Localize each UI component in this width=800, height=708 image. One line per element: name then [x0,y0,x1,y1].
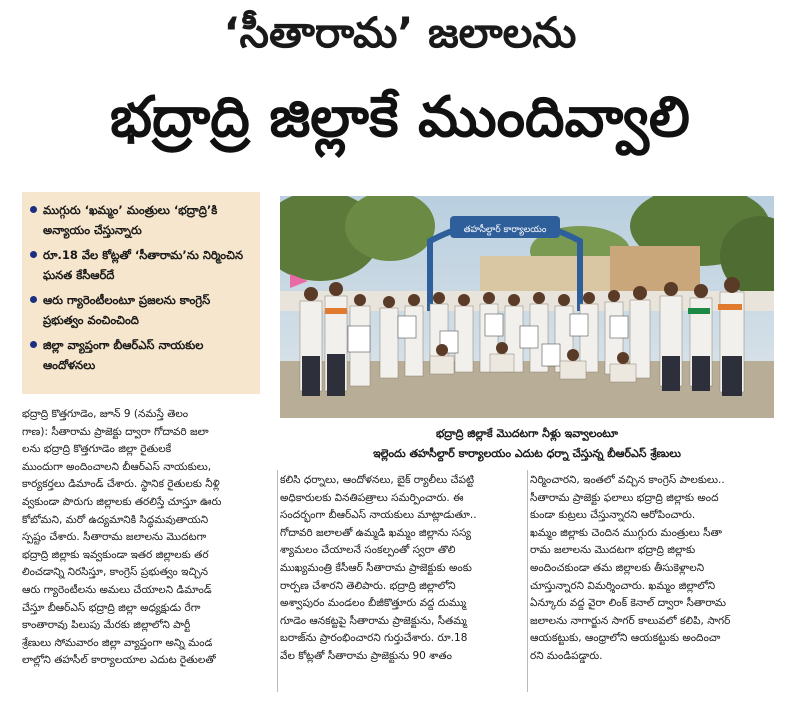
highlight-text: ముగ్గురు ‘ఖమ్మం’ మంత్రులు ‘భద్రాద్రి’కి అన్యాయం చేస్తున్నారు [43,203,218,237]
article-line: చేస్తూ బీఆర్‌ఎస్‌ భద్రాద్రి జిల్లా అధ్యక్షుడు రేగా [22,601,201,614]
photo-caption [280,424,774,464]
highlight-item [30,335,252,375]
protest-photo-illustration [280,196,774,418]
article-line: భద్రాద్రి కొత్తగూడెం, జూన్‌ 9 (నమస్తే తెలం [22,408,189,420]
article-line: నిర్మించారని, ఇంతలో వచ్చిన కాంగ్రెస్‌ పాలకులు.. [530,474,725,486]
article-line: సీతారామ ప్రాజెక్టు ఫలాలు భద్రాద్రి జిల్లాకు అంద [530,491,719,504]
article-line: కోబోమని, మరో ఉద్యమానికి సిద్ధమవుతాయని [22,513,209,526]
article-line: ఆయకట్టుకు, ఆంధ్రాలోని ఆయకట్టుకు అందించా [530,632,721,645]
article-line: వ్వకుండా పొరుగు జిల్లాలకు తరలిస్తే చూస్తూ ఊరు [22,495,222,508]
caption-line-2: ఇల్లెందు తహసీల్దార్‌ కార్యాలయం ఎదుట ధర్నా చేస్తున్న బీఆర్‌ఎస్‌ శ్రేణులు [373,447,681,460]
article-line: గూడెం ఆనకట్టపై సీతారామ ప్రాజెక్టును, సీతమ్మ [280,614,467,627]
article-line: అశ్వాపురం మండలం బీజీకొత్తూరు వద్ద దుమ్ము [280,597,467,610]
article-line: కుండా కుట్రలు చేస్తున్నారని ఆరోపించారు. [530,509,696,522]
article-line: స్పష్టం చేశారు. సీతారామ జలాలను మొదటగా [22,531,207,544]
article-line: ఖమ్మం జిల్లాకు చెందిన ముగ్గురు మంత్రులు సీతా [530,526,722,539]
article-line: జలాలను నాగార్జున సాగర్‌ కాలువలో కలిపి, సాగర్‌ [530,614,731,627]
highlight-item [30,200,252,240]
column-divider [527,470,528,692]
article-line: ముఖ్యమంత్రి కేసీఆర్‌ సీతారామ ప్రాజెక్టుకు అంకు [280,561,472,574]
highlight-item [30,290,252,330]
article-line: కాంతారావు పిలుపు మేరకు జిల్లాలోని పార్టీ [22,619,191,632]
bullet-icon [30,296,37,303]
article-line: రార్పణ చేశారని తెలిపారు. భద్రాద్రి జిల్లాలోని [280,579,456,592]
article-line: గోదావరి జలాలతో ఉమ్మడి ఖమ్మం జిల్లాను సస్య [280,526,472,539]
article-column-3 [530,472,776,666]
headline-line-2: భద్రాద్రి జిల్లాకే ముందివ్వాలి [110,85,690,150]
article-line: లాల్లోని తహసీల్‌ కార్యాలయాల ఎదుట రైతులతో [22,654,216,667]
highlights-box [22,192,260,394]
article-line: లించడాన్ని నిరసిస్తూ, కాంగ్రెస్‌ ప్రభుత్వం ఇచ్చిన [22,566,208,579]
article-column-2 [280,472,524,666]
article-line: కలిసి ధర్నాలు, ఆందోళనలు, బైక్‌ ర్యాలీలు చేపట్టి [280,474,475,486]
article-line: ఆరు గ్యారెంటీలను అమలు చేయాలని డిమాండ్‌ [22,583,212,596]
article-line: వేల కోట్లతో సీతారామ ప్రాజెక్టును 90 శాతం [280,649,452,662]
article-line: ఏన్కూరు వద్ద వైరా లింక్‌ కెనాల్‌ ద్వారా సీతారామ [530,597,726,610]
article-line: బరాజ్‌ను ప్రారంభించారని గుర్తుచేశారు. రూ.18 [280,632,468,645]
article-line: భద్రాద్రి జిల్లాకు ఇవ్వకుండా ఇతర జిల్లాలకు తర [22,548,209,561]
article-line: సందర్భంగా బీఆర్‌ఎస్‌ నాయకులు మాట్లాడుతూ.. [280,509,477,522]
article-line: లను భద్రాద్రి కొత్తగూడెం జిల్లా రైతులకే [22,443,172,456]
column-divider [277,470,278,692]
highlight-text: జిల్లా వ్యాప్తంగా బీఆర్‌ఎస్‌ నాయకుల ఆందోళనలు [43,338,204,372]
article-line: శ్రేణులు సోమవారం జిల్లా వ్యాప్తంగా అన్ని మండ [22,636,213,649]
article-line: రామ జలాలను మొదటగా భద్రాద్రి జిల్లాకు [530,544,696,557]
bullet-icon [30,341,37,348]
bullet-icon [30,206,37,213]
article-line: రని మండిపడ్డారు. [530,649,603,662]
caption-line-1: భద్రాద్రి జిల్లాకే మొదటగా నీళ్లు ఇవ్వాలంటూ [435,427,619,440]
highlight-text: ఆరు గ్యారెంటీలంటూ ప్రజలను కాంగ్రెస్‌ ప్రభుత్వం వంచించింది [43,293,211,327]
article-line: గాణ): సీతారామ ప్రాజెక్టు ద్వారా గోదావరి జలా [22,425,209,438]
protest-photo [280,196,774,418]
article-line: చూస్తున్నారని విమర్శించారు. ఖమ్మం జిల్లాలోని [530,579,716,592]
article-line: కార్యకర్తలు డిమాండ్‌ చేశారు. స్థానిక రైతులకు నీళ్లి [22,478,220,491]
article-line: అందించకుండా తమ జిల్లాలకు తీసుకెళ్లాలని [530,561,705,574]
headline-line-1: ‘సీతారామ’ జలాలను [223,8,577,57]
bullet-icon [30,251,37,258]
article-column-1 [22,406,276,670]
article-line: ముందుగా అందించాలని బీఆర్‌ఎస్‌ నాయకులు, [22,460,212,473]
article-line: అధికారులకు వినతిపత్రాలు సమర్పించారు. ఈ [280,491,464,504]
article-line: శ్యామలం చేయాలనే సంకల్పంతో స్వరా తొలి [280,544,456,557]
gate-sign-text: తహసీల్దార్‌ కార్యాలయం [463,225,547,235]
highlight-item [30,245,252,285]
highlight-text: రూ.18 వేల కోట్లతో ‘సీతారామ’ను నిర్మించిన ఘనత కేసీఆర్‌దే [43,248,244,282]
